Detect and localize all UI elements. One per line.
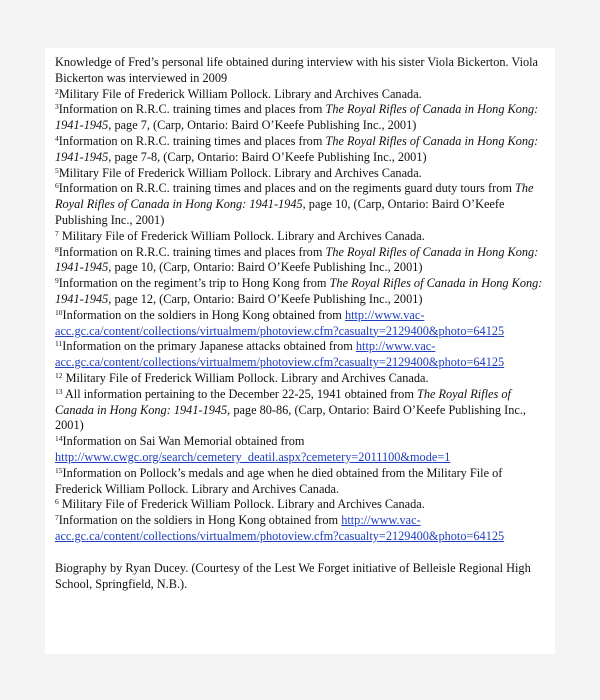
footnote-text: , page 12, (Carp, Ontario: Baird O’Keefe Publishing Inc., 2001) (108, 291, 423, 306)
footnote (55, 513, 547, 545)
footnote-number: 10 (55, 307, 63, 317)
footnote-number: 12 (55, 370, 63, 380)
book-title: The Royal Rifles of Canada in Hong Kong: 1941-1945 (55, 181, 534, 212)
footnote-number: 6 (55, 181, 59, 191)
document-page (45, 48, 555, 654)
footnote-text: Military File of Frederick William Pollock. Library and Archives Canada. (58, 165, 422, 180)
footnote-number: 11 (55, 339, 63, 349)
footnote-text: Information on R.R.C. training times and places and on the regiments guard duty tours from (58, 181, 516, 196)
footnote-number: 4 (55, 133, 59, 143)
footnote-text: , page 10, (Carp, Ontario: Baird O’Keefe Publishing Inc., 2001) (55, 197, 505, 227)
footnote-link[interactable]: http://www.vac-acc.gc.ca/content/collections/virtualmem/photoview.cfm?casualty=2129400&photo=64125 (55, 513, 505, 543)
footnote-text: Information on R.R.C. training times and places from (58, 102, 326, 117)
footnote (55, 276, 547, 308)
footnote-text: Information on the primary Japanese attacks obtained from (62, 339, 356, 354)
footnote-number: 6 (55, 497, 59, 507)
footnote-text: Information on the regiment’s trip to Hong Kong from (58, 276, 330, 291)
footnote (55, 497, 547, 513)
book-title: The Royal Rifles of Canada in Hong Kong: 1941-1945 (55, 102, 539, 133)
book-title: The Royal Rifles of Canada in Hong Kong: 1941-1945 (55, 133, 539, 164)
footnote-number: 5 (55, 165, 59, 175)
footnote-text: , page 7-8, (Carp, Ontario: Baird O’Keefe Publishing Inc., 2001) (108, 149, 427, 164)
footnote-text: , page 80-86, (Carp, Ontario: Baird O’Keefe Publishing Inc., 2001) (55, 402, 526, 433)
footnote-text: Information on Pollock’s medals and age when he died obtained from the Military File of Frederick William Pollock. Library and Archives Canada. (55, 465, 503, 496)
footnote-number: 13 (55, 386, 63, 396)
footnote-number: 14 (55, 434, 63, 444)
footnote (55, 387, 547, 434)
footnote (55, 87, 547, 103)
footnote-link[interactable]: http://www.cwgc.org/search/cemetery_deatil.aspx?cemetery=2011100&mode=1 (55, 449, 451, 464)
footnote-number: 8 (55, 244, 59, 254)
footnote (55, 229, 547, 245)
footnote-number: 9 (55, 276, 59, 286)
footnote-text: Military File of Frederick William Pollock. Library and Archives Canada. (58, 228, 425, 243)
footnote-link[interactable]: http://www.vac-acc.gc.ca/content/collections/virtualmem/photoview.cfm?casualty=2129400&photo=64125 (55, 307, 505, 338)
footnote-text: , page 7, (Carp, Ontario: Baird O’Keefe Publishing Inc., 2001) (108, 118, 417, 133)
footnotes-list (55, 55, 547, 545)
footnote (55, 371, 547, 387)
footnote (55, 339, 547, 371)
footnote (55, 308, 547, 340)
biography-credit: Biography by Ryan Ducey. (Courtesy of the Lest We Forget initiative of Belleisle Regional High School, Springfield, N.B.). (55, 560, 531, 591)
footnote-text: Information on the soldiers in Hong Kong obtained from (62, 307, 345, 322)
footnote (55, 466, 547, 498)
footnote-text: Knowledge of Fred’s personal life obtained during interview with his sister Viola Bickerton. Viola Bickerton was interviewed in 2009 (55, 55, 539, 85)
book-title: The Royal Rifles of Canada in Hong Kong: 1941-1945 (55, 276, 543, 306)
footnote (55, 102, 547, 134)
footnote-number: 2 (55, 86, 59, 96)
footnote (55, 134, 547, 166)
footnote-text: All information pertaining to the December 22-25, 1941 obtained from (62, 386, 417, 401)
book-title: The Royal Rifles of Canada in Hong Kong: 1941-1945 (55, 386, 511, 417)
footnote-number: 7 (55, 228, 59, 238)
footnote-text: , page 10, (Carp, Ontario: Baird O’Keefe Publishing Inc., 2001) (108, 260, 423, 275)
footnote (55, 181, 547, 228)
footnote-number: 3 (55, 102, 59, 112)
footnote-text: Information on the soldiers in Hong Kong obtained from (58, 513, 342, 528)
book-title: The Royal Rifles of Canada in Hong Kong: 1941-1945 (55, 244, 539, 275)
footnote-text: Military File of Frederick William Pollock. Library and Archives Canada. (58, 86, 422, 101)
footnote-number: 7 (55, 513, 59, 523)
footnote (55, 245, 547, 277)
footnote-text: Military File of Frederick William Pollock. Library and Archives Canada. (58, 497, 425, 512)
footnote-text: Information on R.R.C. training times and places from (58, 244, 326, 259)
footnote-text: Military File of Frederick William Pollock. Library and Archives Canada. (62, 370, 429, 385)
footnote (55, 434, 547, 466)
footnote (55, 55, 547, 87)
footnote-number: 15 (55, 465, 63, 475)
footnote-link[interactable]: http://www.vac-acc.gc.ca/content/collections/virtualmem/photoview.cfm?casualty=2129400&photo=64125 (55, 339, 505, 370)
footnote-text: Information on R.R.C. training times and places from (58, 133, 326, 148)
footnote-text: Information on Sai Wan Memorial obtained from (62, 434, 305, 449)
footnote (55, 166, 547, 182)
